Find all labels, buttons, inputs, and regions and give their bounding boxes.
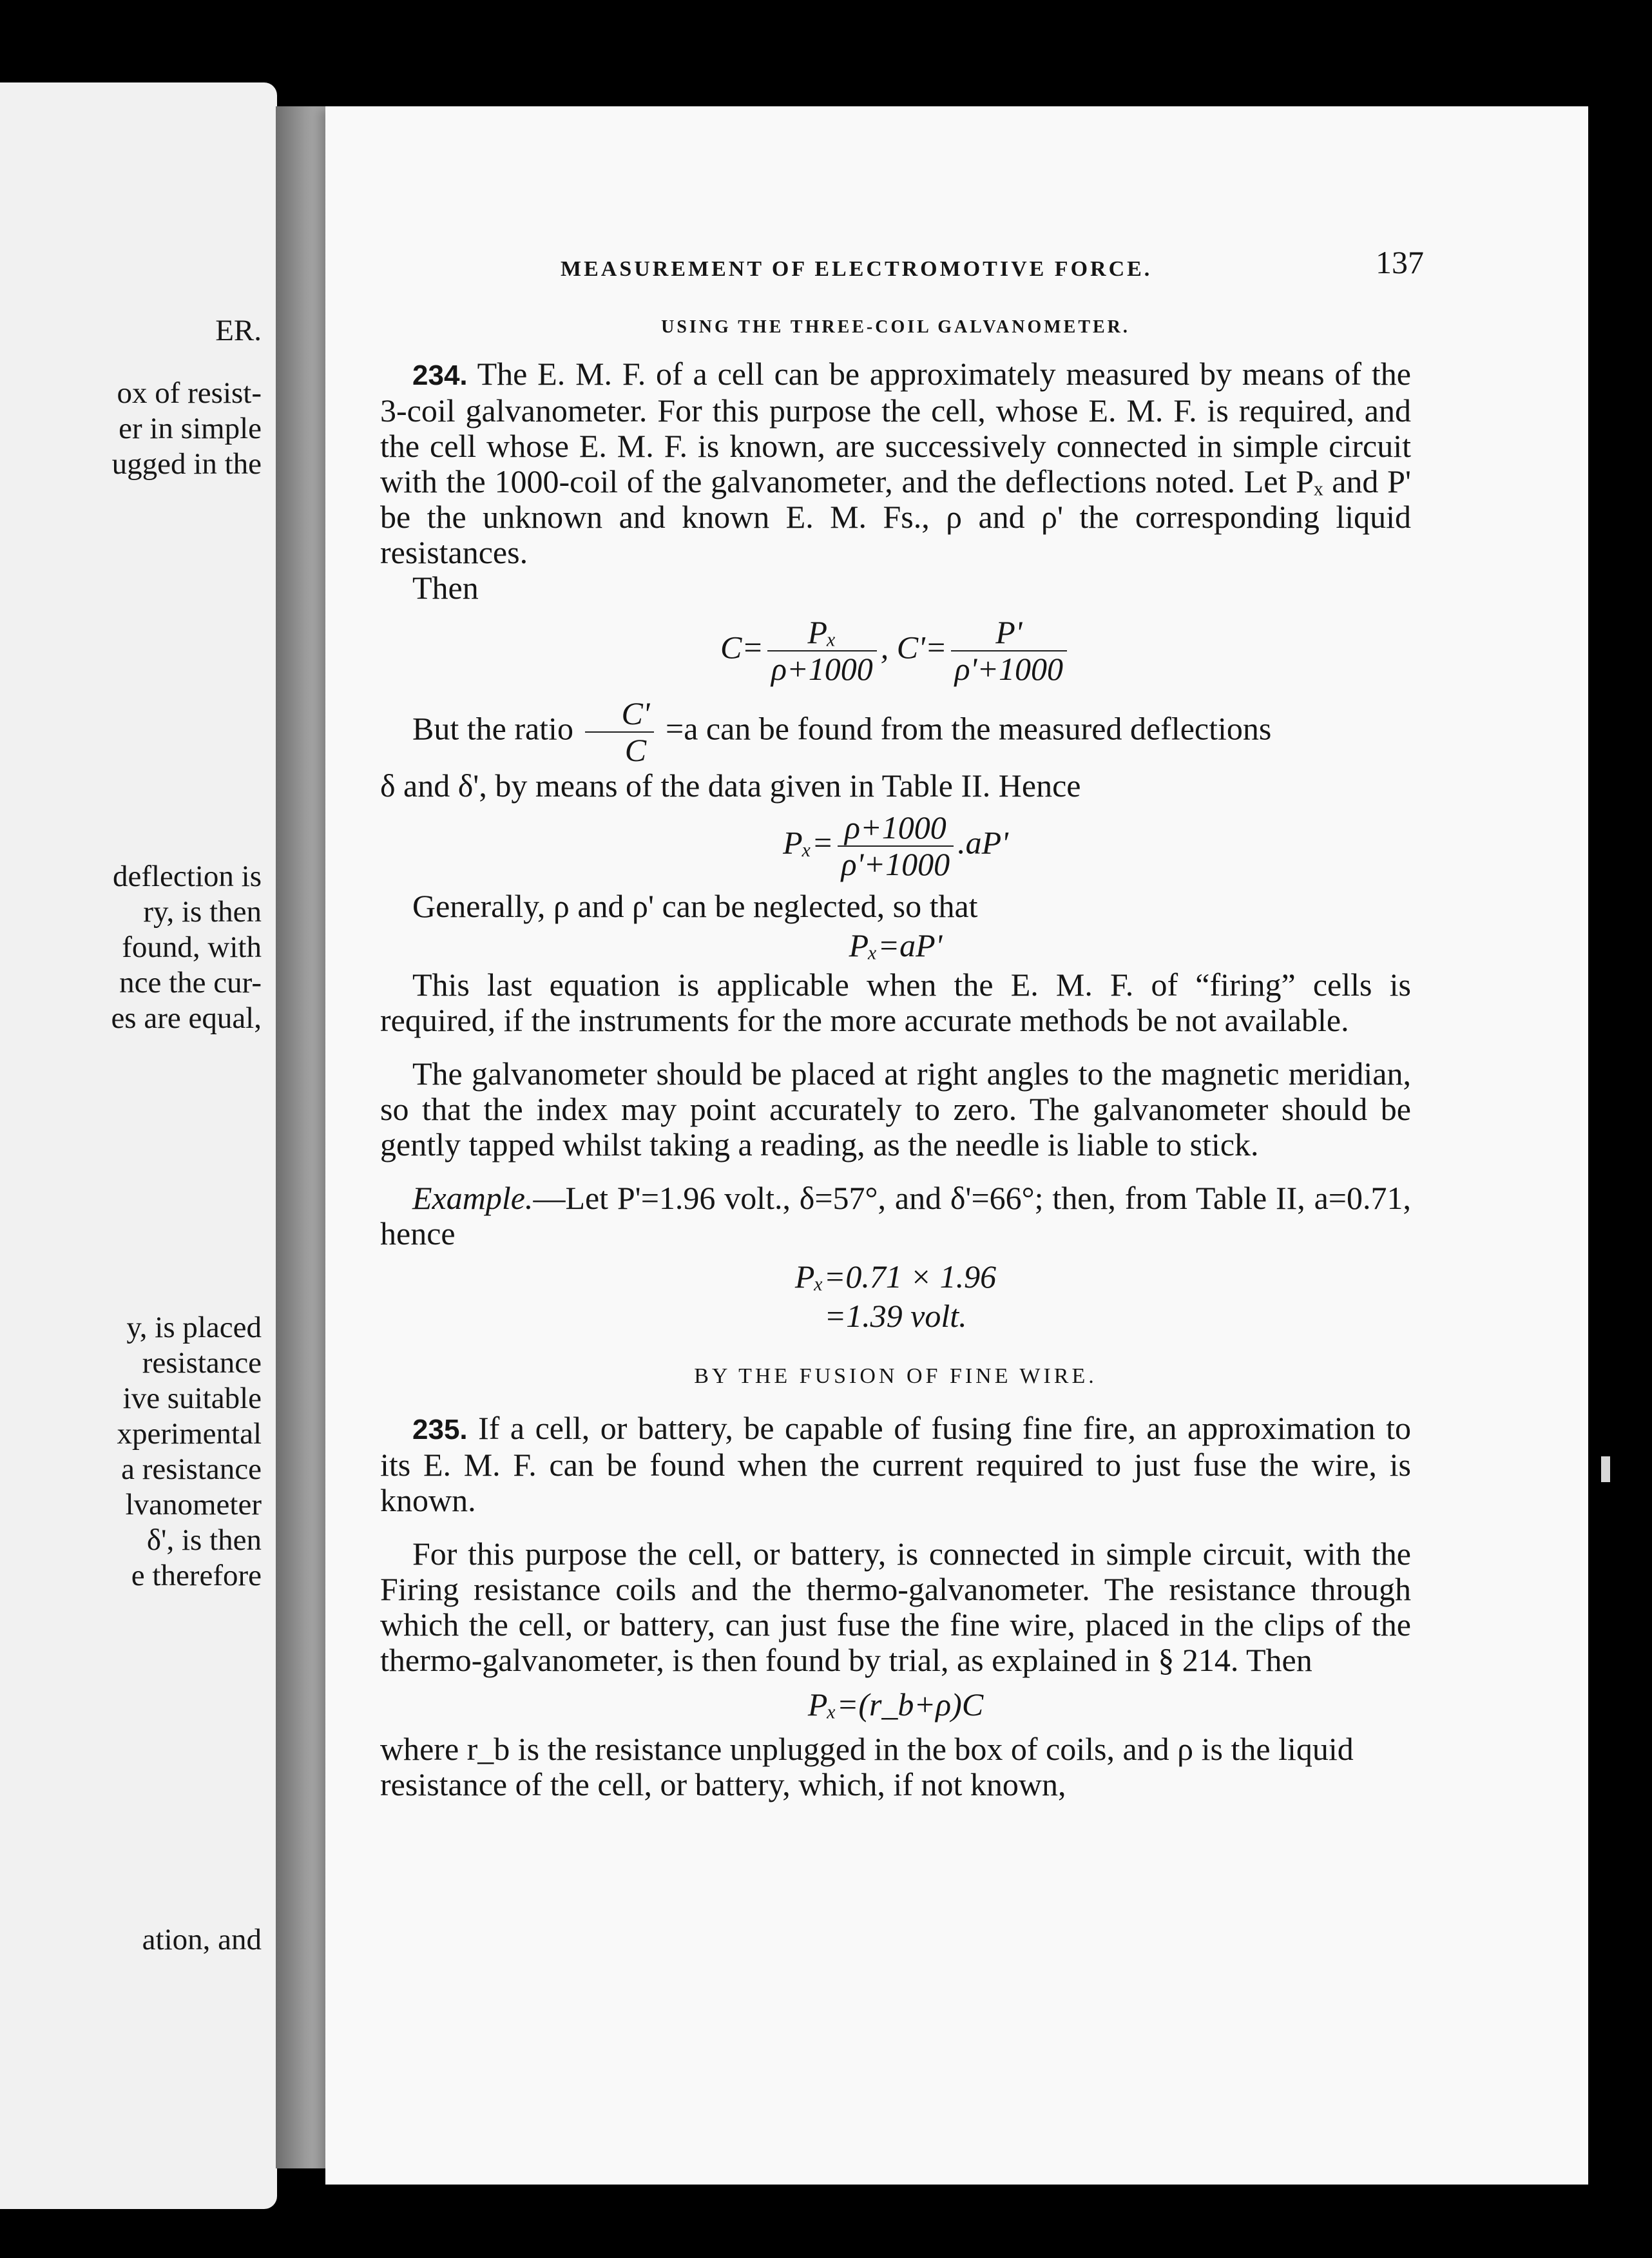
left-fragment: nce the cur- <box>119 966 262 999</box>
left-page <box>0 82 277 2209</box>
equation-example-1: Pₓ=0.71 × 1.96 <box>794 1259 997 1295</box>
scan-mark <box>1601 1456 1610 1482</box>
equation-simple: Pₓ=aP' <box>849 927 943 963</box>
left-fragment: xperimental <box>117 1417 262 1451</box>
left-fragment: ER. <box>215 314 262 347</box>
example-label: Example. <box>412 1180 533 1216</box>
eq-mid: , C'= <box>880 629 947 666</box>
page-content <box>380 244 1424 1802</box>
equation-example-2: =1.39 volt. <box>824 1298 967 1334</box>
denominator: ρ'+1000 <box>841 846 950 882</box>
left-fragment: resistance <box>142 1346 262 1380</box>
denominator: C <box>624 732 647 768</box>
example-paragraph <box>380 1181 1411 1251</box>
equation-capacity <box>380 615 1411 687</box>
page-number: 137 <box>1376 244 1424 280</box>
left-fragment: deflection is <box>112 860 262 893</box>
paragraph-text: The E. M. F. of a cell can be approximately measured by means of the 3-coil galvanometer. For this purpose the cell, whose E. M. F. is required, and the cell whose E. M. F. is known, are successively connected in simple circuit with the 1000-coil of the galvanometer, and the deflections noted. Let Pₓ and P' be the unknown and known E. M. Fs., ρ and ρ' the corresponding liquid resistances. <box>380 356 1411 570</box>
left-fragment: ox of resist- <box>117 376 262 410</box>
generally-line: Generally, ρ and ρ' can be neglected, so that <box>412 888 978 924</box>
equation-px <box>380 810 1411 882</box>
fraction <box>767 615 877 687</box>
left-fragment: e therefore <box>131 1559 262 1592</box>
denominator: ρ'+1000 <box>954 651 1064 687</box>
left-fragment: a resistance <box>121 1452 262 1486</box>
numerator: Pₓ <box>767 615 877 651</box>
fraction <box>951 615 1067 687</box>
firing-paragraph: This last equation is applicable when the E. M. F. of “firing” cells is required, if the instruments for the more accurate methods be not available. <box>380 967 1411 1038</box>
left-fragment: es are equal, <box>111 1001 262 1035</box>
numerator: P' <box>951 615 1067 651</box>
denominator: ρ+1000 <box>771 651 873 687</box>
paragraph-234 <box>380 356 1411 570</box>
left-fragment: ation, and <box>142 1923 262 1956</box>
page-header <box>380 244 1424 290</box>
left-fragment: ry, is then <box>143 895 262 929</box>
numerator: C' <box>585 696 653 733</box>
eq-lhs: Pₓ= <box>783 824 834 861</box>
paragraph-text: If a cell, or battery, be capable of fusing fine fire, an approximation to its E. M. F. can be found when the current required to just fuse the wire, is known. <box>380 1410 1411 1518</box>
ratio-line-2: δ and δ', by means of the data given in Table II. Hence <box>380 767 1081 804</box>
numerator: ρ+1000 <box>838 810 954 847</box>
section-number: 234. <box>412 360 468 391</box>
fraction <box>838 810 954 882</box>
running-head: MEASUREMENT OF ELECTROMOTIVE FORCE. <box>561 257 1153 281</box>
left-fragment: ugged in the <box>111 447 262 481</box>
left-fragment: lvanometer <box>125 1488 262 1521</box>
galvanometer-paragraph: The galvanometer should be placed at right angles to the magnetic meridian, so that the index may point accurately to zero. The galvanometer should be gently tapped whilst taking a reading, as the needle is liable to stick. <box>380 1056 1411 1163</box>
ratio-fraction <box>585 696 653 768</box>
paragraph-235 <box>380 1411 1411 1518</box>
eq-rhs: .aP' <box>957 824 1008 861</box>
ratio-line <box>380 696 1411 768</box>
ratio-pre: But the ratio <box>412 710 573 747</box>
where-line: where r_b is the resistance unplugged in the box of coils, and ρ is the liquid resistance of the cell, or battery, which, if not known, <box>380 1731 1354 1802</box>
section-number: 235. <box>412 1414 468 1445</box>
then-line: Then <box>412 570 479 606</box>
eq-lhs: C= <box>720 629 764 666</box>
left-fragment: ive suitable <box>122 1382 262 1415</box>
section-heading: BY THE FUSION OF FINE WIRE. <box>694 1364 1097 1388</box>
ratio-post: =a can be found from the measured deflections <box>666 710 1272 747</box>
left-fragment: er in simple <box>119 412 262 445</box>
left-fragment: found, with <box>122 931 262 964</box>
left-fragment: y, is placed <box>126 1311 262 1344</box>
method-paragraph: For this purpose the cell, or battery, is connected in simple circuit, with the Firing resistance coils and the thermo-galvanometer. The resistance through which the cell, or battery, can just fuse the fine wire, placed in the clips of the thermo-galvanometer, is then found by trial, as explained in § 214. Then <box>380 1536 1411 1678</box>
example-text: —Let P'=1.96 volt., δ=57°, and δ'=66°; then, from Table II, a=0.71, hence <box>380 1180 1411 1251</box>
subheading: USING THE THREE-COIL GALVANOMETER. <box>661 317 1130 337</box>
left-fragment: δ', is then <box>146 1523 262 1557</box>
equation-fusion: Pₓ=(r_b+ρ)C <box>807 1686 984 1722</box>
